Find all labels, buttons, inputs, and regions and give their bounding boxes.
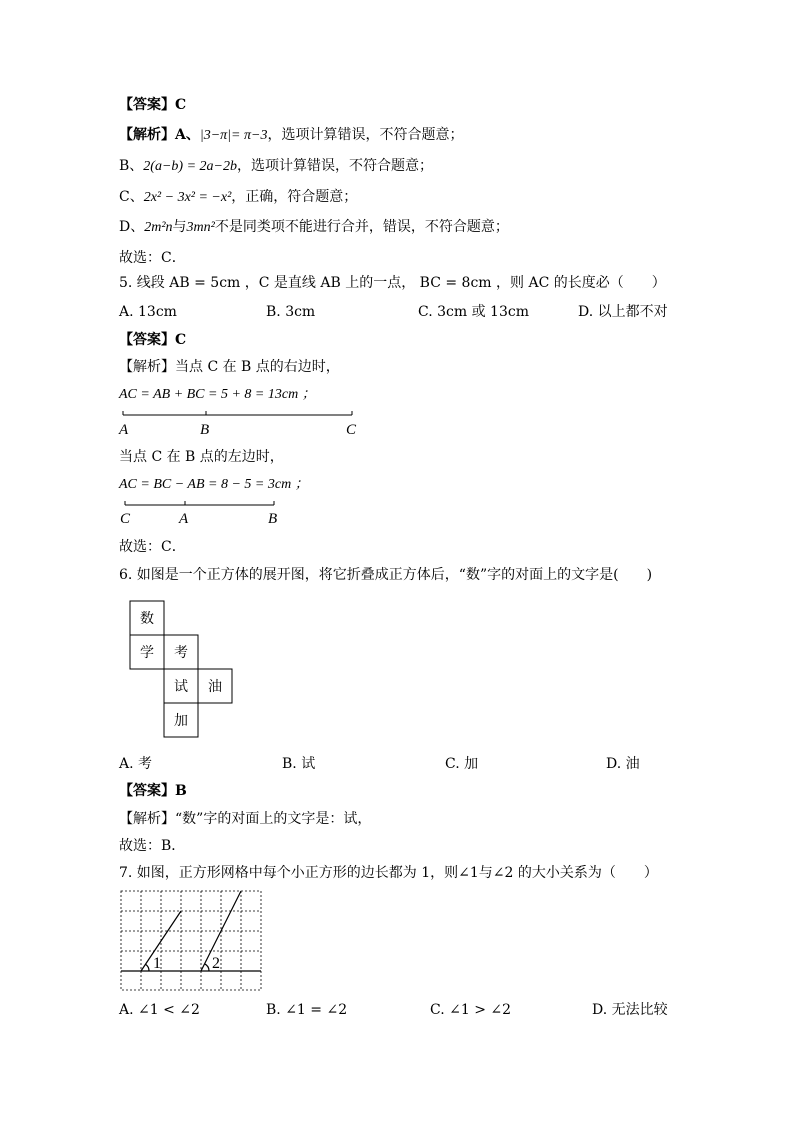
q5-option-c: C. 3cm 或 13cm <box>418 304 529 320</box>
angle-1-label: 1 <box>153 955 161 972</box>
q7-option-d: D. 无法比较 <box>592 1002 668 1018</box>
fig2-label-b: B <box>268 511 278 527</box>
fig2-label-c: C <box>120 511 131 527</box>
q7-option-c: C. ∠1 > ∠2 <box>430 1002 512 1018</box>
q5-case2-text: 当点 C 在 B 点的左边时， <box>119 449 284 465</box>
q4-d-label: D、 <box>119 219 145 235</box>
q6-option-a: A. 考 <box>119 756 153 772</box>
q4-d-mid: 与 <box>172 219 187 235</box>
q4-answer: 【答案】C <box>119 97 187 113</box>
q4-analysis-prefix: 【解析】A、 <box>119 127 200 143</box>
q4-a-expr: |3−π|= π−3 <box>199 128 268 143</box>
net-cell-you: 油 <box>208 679 222 695</box>
square-grid <box>121 891 261 990</box>
net-cell-kao: 考 <box>174 645 188 661</box>
fig2-label-a: A <box>179 511 189 527</box>
q5-question: 5. 线段 AB = 5cm ，C 是直线 AB 上的一点， BC = 8cm ，则 AC 的长度必（ ） <box>119 275 666 291</box>
q4-d-text: 不是同类项不能进行合并，错误，不符合题意； <box>214 219 509 235</box>
q4-c-text: ，正确，符合题意； <box>231 189 358 205</box>
fig1-label-a: A <box>119 422 129 438</box>
q6-question: 6. 如图是一个正方体的展开图，将它折叠成正方体后，“数”字的对面上的文字是( ) <box>119 567 653 583</box>
fig1-label-b: B <box>200 422 210 438</box>
q6-conclusion: 故选：B． <box>119 838 186 854</box>
q4-a-text: ，选项计算错误，不符合题意； <box>267 127 464 143</box>
q5-conclusion: 故选：C． <box>119 539 186 555</box>
net-cell-shu: 数 <box>140 611 154 627</box>
q5-case1: 【解析】当点 C 在 B 点的右边时， <box>119 359 340 375</box>
q5-answer: 【答案】C <box>119 332 187 348</box>
angle-2-label: 2 <box>212 955 220 972</box>
segment-figure-1 <box>118 411 357 438</box>
fig1-label-c: C <box>346 422 357 438</box>
net-cell-shi: 试 <box>174 679 188 695</box>
q4-b-text: ，选项计算错误，不符合题意； <box>236 158 433 174</box>
q5-option-a: A. 13cm <box>119 304 177 320</box>
q7-option-b: B. ∠1 = ∠2 <box>266 1002 348 1018</box>
q7-question: 7. 如图，正方形网格中每个小正方形的边长都为 1，则∠1与∠2 的大小关系为（ ） <box>119 865 658 881</box>
q4-b-expr: 2(a−b) = 2a−2b <box>143 159 237 174</box>
q6-option-b: B. 试 <box>282 756 316 772</box>
q6-option-d: D. 油 <box>606 756 640 772</box>
q4-b-label: B、 <box>119 158 144 174</box>
q4-c-expr: 2x² − 3x² = −x² <box>143 190 232 205</box>
q5-option-b: B. 3cm <box>266 304 316 320</box>
q6-answer: 【答案】B <box>119 783 187 799</box>
q5-case1-expr: AC = AB + BC = 5 + 8 = 13cm ； <box>119 387 316 402</box>
segment-figure-2 <box>120 501 277 527</box>
q7-option-a: A. ∠1 < ∠2 <box>119 1002 200 1018</box>
net-cell-jia: 加 <box>174 713 188 729</box>
q4-c-label: C、 <box>119 189 144 205</box>
q4-conclusion: 故选：C． <box>119 250 186 266</box>
q5-option-d: D. 以上都不对 <box>578 304 668 320</box>
q6-option-c: C. 加 <box>445 756 479 772</box>
q4-d-expr1: 2m²n <box>144 220 173 235</box>
q6-analysis: 【解析】“数”字的对面上的文字是：试， <box>119 811 372 827</box>
net-cell-xue: 学 <box>140 645 154 661</box>
q5-case2-expr: AC = BC − AB = 8 − 5 = 3cm ； <box>119 477 309 492</box>
q4-d-expr2: 3mn² <box>186 220 215 235</box>
